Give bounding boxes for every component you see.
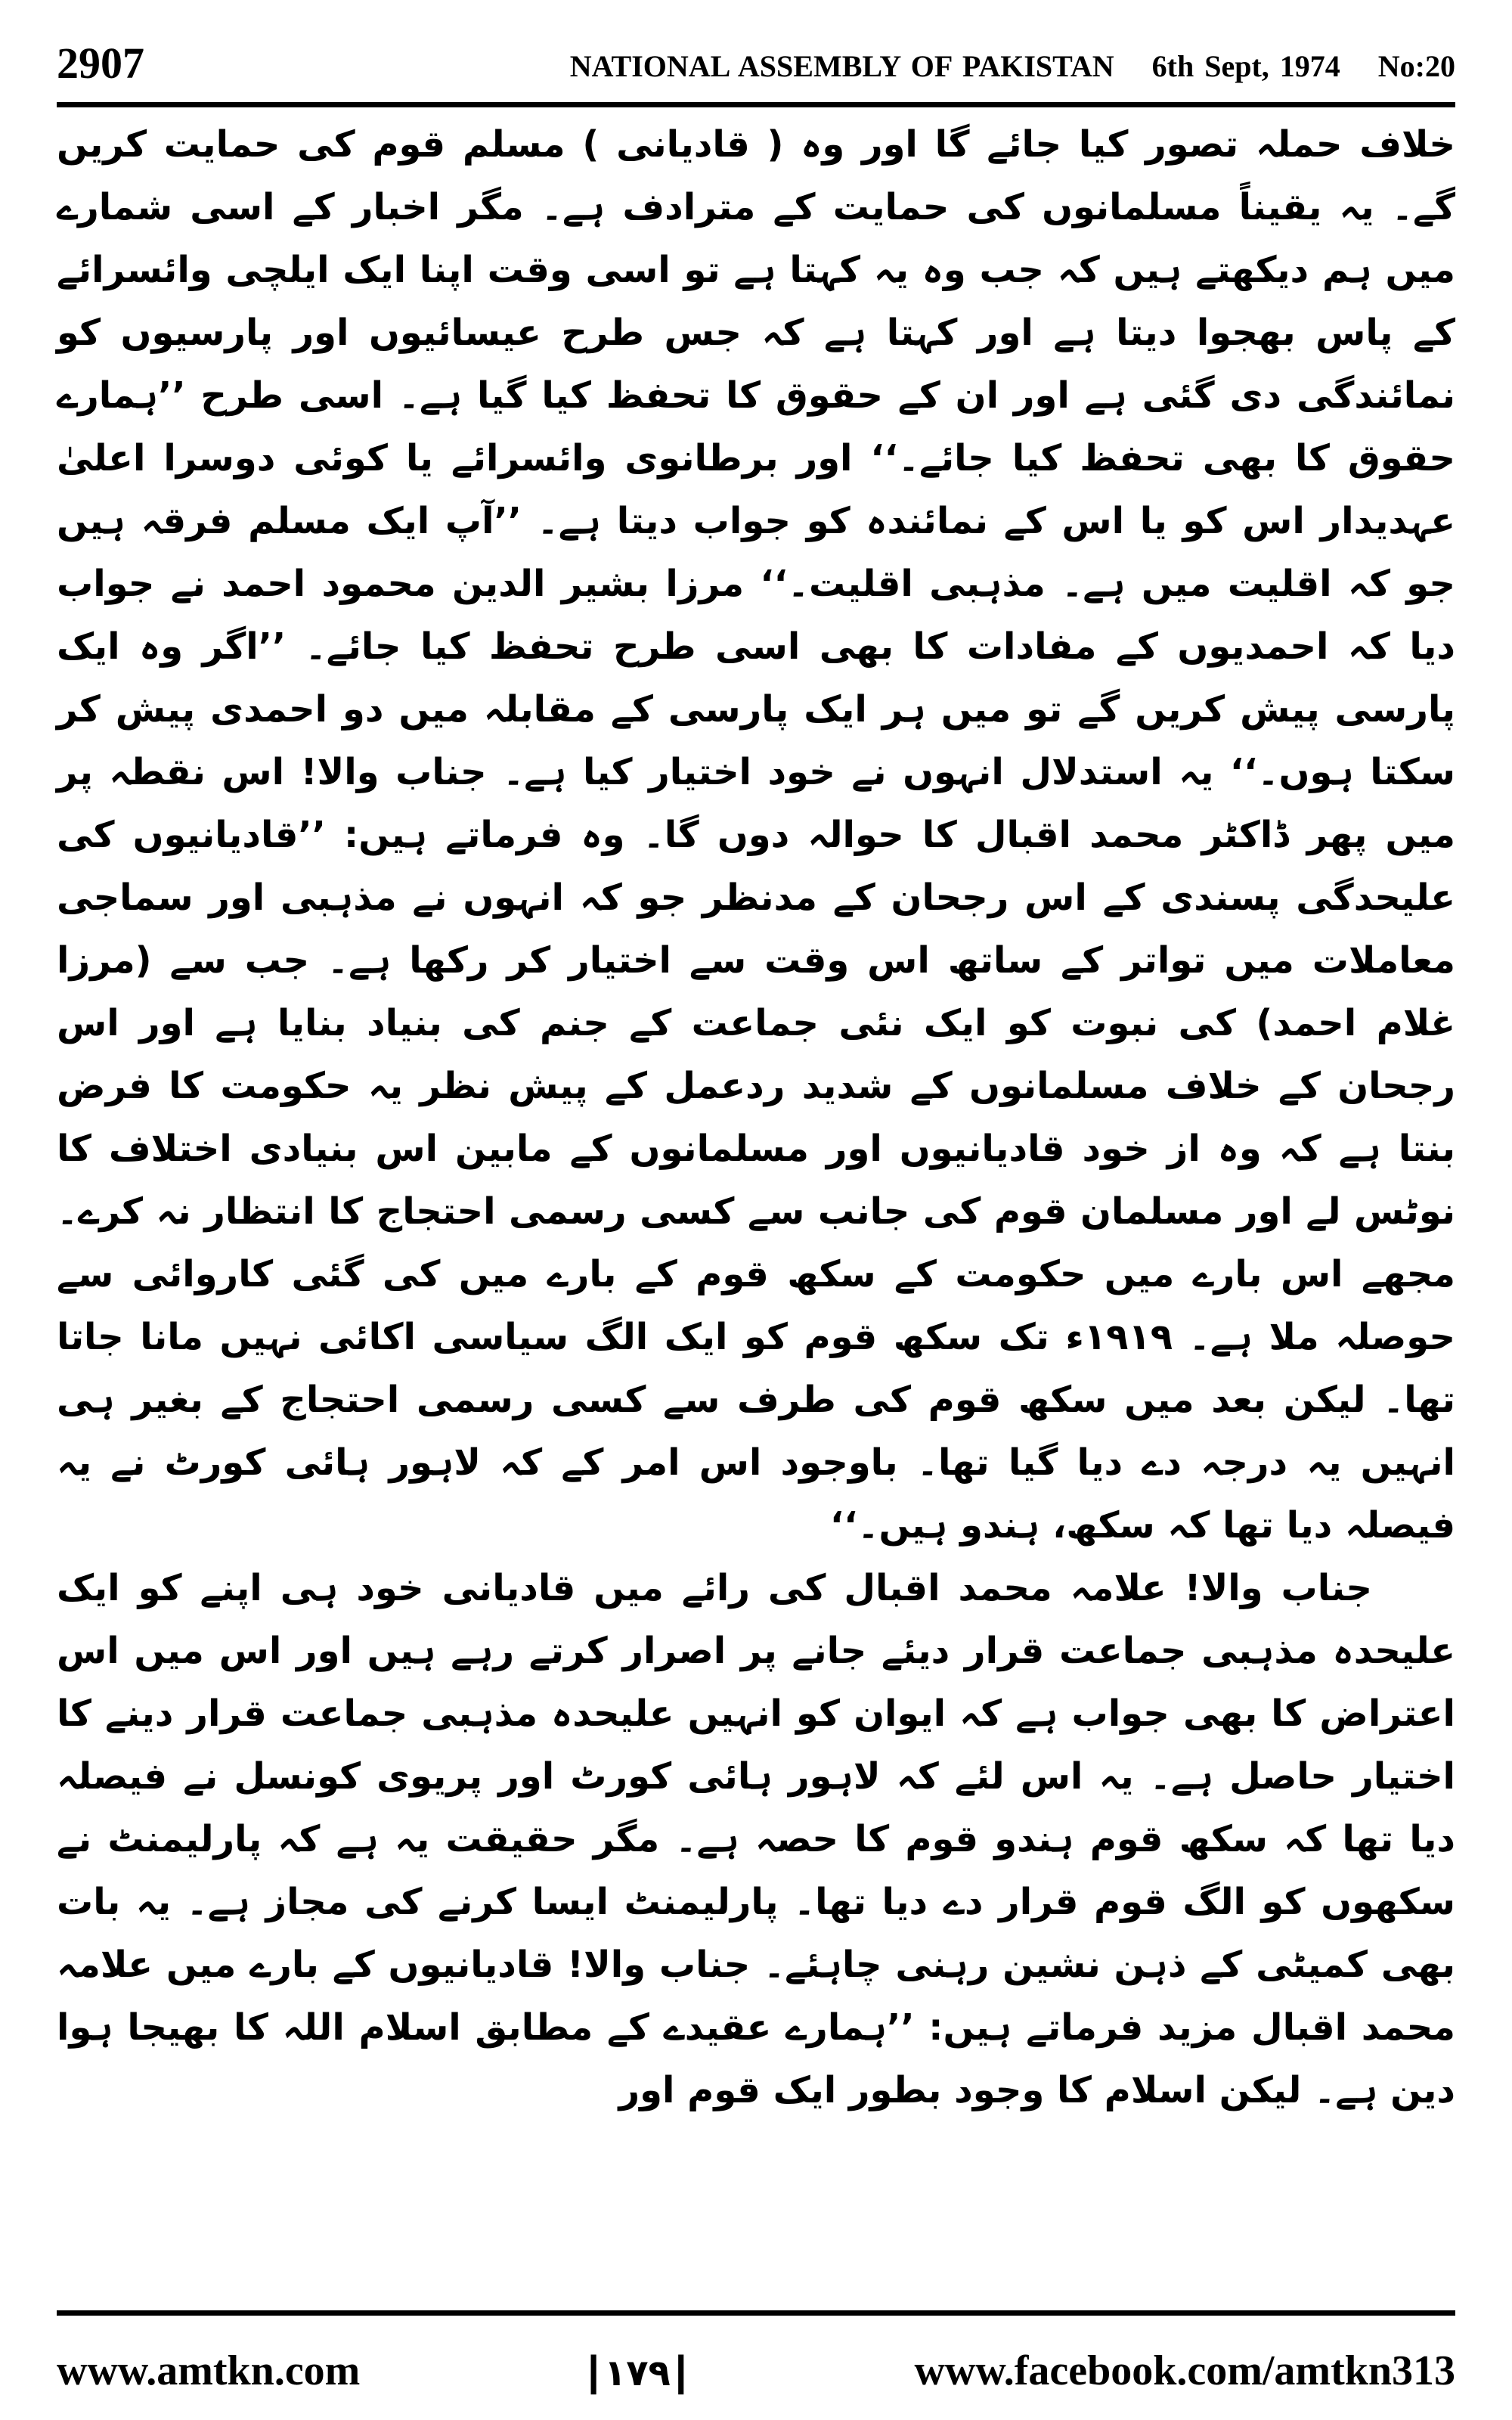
folio-box <box>583 2346 691 2396</box>
website-link[interactable]: www.amtkn.com <box>57 2347 361 2394</box>
publication-title: NATIONAL ASSEMBLY OF PAKISTAN <box>569 49 1114 83</box>
page-header <box>57 15 1455 98</box>
footer-rule <box>57 2310 1455 2316</box>
folio-number: ۱۷۹ <box>603 2352 671 2394</box>
page-footer <box>57 2337 1455 2405</box>
body-text <box>57 113 1455 2122</box>
page-number: 2907 <box>57 39 144 88</box>
session-date: 6th Sept, 1974 <box>1151 49 1340 83</box>
folio-bar-left: | <box>587 2347 600 2394</box>
issue-number: No:20 <box>1377 49 1455 83</box>
paragraph-1: خلاف حملہ تصور کیا جائے گا اور وہ ( قادیانی ) مسلم قوم کی حمایت کریں گے۔ یہ یقیناً مسلمانوں کی حمایت کے مترادف ہے۔ مگر اخبار کے اسی شمارے میں ہم دیکھتے ہیں کہ جب وہ یہ کہتا ہے تو اسی وقت اپنا ایک ایلچی وائسرائے کے پاس بھجوا دیتا ہے اور کہتا ہے کہ جس طرح عیسائیوں اور پارسیوں کو نمائندگی دی گئی ہے اور ان کے حقوق کا تحفظ کیا گیا ہے۔ اسی طرح ’’ہمارے حقوق کا بھی تحفظ کیا جائے۔‘‘ اور برطانوی وائسرائے یا کوئی دوسرا اعلیٰ عہدیدار اس کو یا اس کے نمائندہ کو جواب دیتا ہے۔ ’’آپ ایک مسلم فرقہ ہیں جو کہ اقلیت میں ہے۔ مذہبی اقلیت۔‘‘ مرزا بشیر الدین محمود احمد نے جواب دیا کہ احمدیوں کے مفادات کا بھی اسی طرح تحفظ کیا جائے۔ ’’اگر وہ ایک پارسی پیش کریں گے تو میں ہر ایک پارسی کے مقابلہ میں دو احمدی پیش کر سکتا ہوں۔‘‘ یہ استدلال انہوں نے خود اختیار کیا ہے۔ جناب والا! اس نقطہ پر میں پھر ڈاکٹر محمد اقبال کا حوالہ دوں گا۔ وہ فرماتے ہیں: ’’قادیانیوں کی علیحدگی پسندی کے اس رجحان کے مدنظر جو کہ انہوں نے مذہبی اور سماجی معاملات میں تواتر کے ساتھ اس وقت سے اختیار کر رکھا ہے۔ جب سے (مرزا غلام احمد) کی نبوت کو ایک نئی جماعت کے جنم کی بنیاد بنایا ہے اور اس رجحان کے خلاف مسلمانوں کے شدید ردعمل کے پیش نظر یہ حکومت کا فرض بنتا ہے کہ وہ از خود قادیانیوں اور مسلمانوں کے مابین اس بنیادی اختلاف کا نوٹس لے اور مسلمان قوم کی جانب سے کسی رسمی احتجاج کا انتظار نہ کرے۔ مجھے اس بارے میں حکومت کے سکھ قوم کے بارے میں کی گئی کاروائی سے حوصلہ ملا ہے۔ ۱۹۱۹ء تک سکھ قوم کو ایک الگ سیاسی اکائی نہیں مانا جاتا تھا۔ لیکن بعد میں سکھ قوم کی طرف سے کسی رسمی احتجاج کے بغیر ہی انہیں یہ درجہ دے دیا گیا تھا۔ باوجود اس امر کے کہ لاہور ہائی کورٹ نے یہ فیصلہ دیا تھا کہ سکھ، ہندو ہیں۔‘‘ <box>57 123 1455 1547</box>
folio-bar-right: | <box>674 2347 687 2394</box>
header-rule <box>57 102 1455 107</box>
facebook-link[interactable]: www.facebook.com/amtkn313 <box>914 2347 1455 2394</box>
running-head <box>543 48 1455 84</box>
paragraph-2: جناب والا! علامہ محمد اقبال کی رائے میں قادیانی خود ہی اپنے کو ایک علیحدہ مذہبی جماعت قرار دیئے جانے پر اصرار کرتے رہے ہیں اور اس میں اس اعتراض کا بھی جواب ہے کہ ایوان کو انہیں علیحدہ مذہبی جماعت قرار دینے کا اختیار حاصل ہے۔ یہ اس لئے کہ لاہور ہائی کورٹ اور پریوی کونسل نے فیصلہ دیا تھا کہ سکھ قوم ہندو قوم کا حصہ ہے۔ مگر حقیقت یہ ہے کہ پارلیمنٹ نے سکھوں کو الگ قوم قرار دے دیا تھا۔ پارلیمنٹ ایسا کرنے کی مجاز ہے۔ یہ بات بھی کمیٹی کے ذہن نشین رہنی چاہئے۔ جناب والا! قادیانیوں کے بارے میں علامہ محمد اقبال مزید فرماتے ہیں: ’’ہمارے عقیدے کے مطابق اسلام اللہ کا بھیجا ہوا دین ہے۔ لیکن اسلام کا وجود بطور ایک قوم اور <box>57 1567 1455 2111</box>
